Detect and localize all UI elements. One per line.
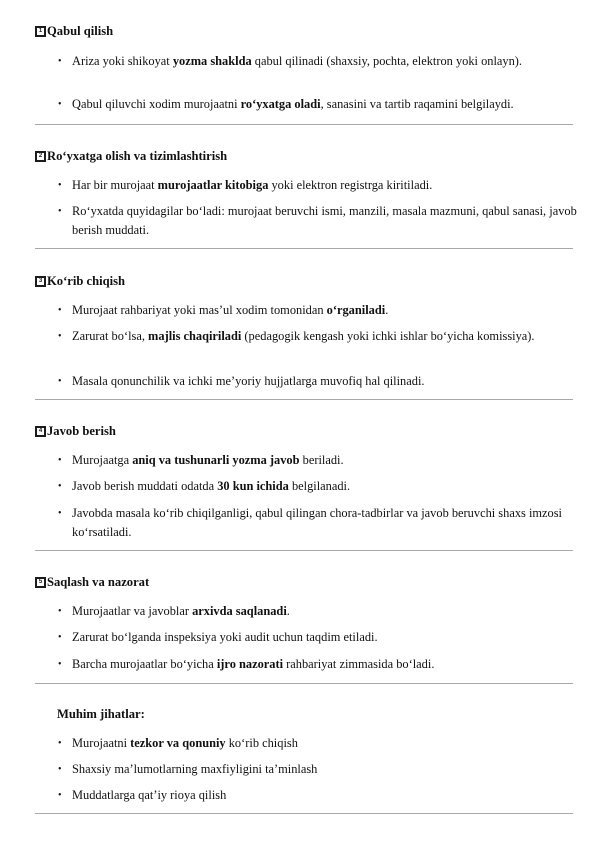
- number-badge-icon: 2: [35, 151, 46, 162]
- section-divider: [35, 248, 573, 249]
- list-item: • Murojaatga aniq va tushunarli yozma javob beriladi.: [72, 451, 580, 470]
- list-item: • Har bir murojaat murojaatlar kitobiga yoki elektron registrga kiritiladi.: [72, 176, 580, 195]
- list-item: • Ariza yoki shikoyat yozma shaklda qabul qilinadi (shaxsiy, pochta, elektron yoki onlayn).: [72, 52, 580, 71]
- section-title: Ro‘yxatga olish va tizimlashtirish: [47, 149, 228, 163]
- list-item: • Qabul qiluvchi xodim murojaatni ro‘yxatga oladi, sanasini va tartib raqamini belgilaydi.: [72, 95, 580, 114]
- section-heading: [57, 707, 145, 722]
- section-title: Ko‘rib chiqish: [47, 274, 126, 288]
- list-item: • Barcha murojaatlar bo‘yicha ijro nazorati rahbariyat zimmasida bo‘ladi.: [72, 655, 580, 674]
- number-badge-icon: 3: [35, 276, 46, 287]
- section-heading: [35, 149, 227, 164]
- section-title: Javob berish: [47, 424, 116, 438]
- list-item: • Murojaatni tezkor va qonuniy ko‘rib chiqish: [72, 734, 580, 753]
- section-title: Qabul qilish: [47, 24, 114, 38]
- section-heading: [35, 24, 113, 39]
- section-divider: [35, 124, 573, 125]
- list-item: • Murojaatlar va javoblar arxivda saqlanadi.: [72, 602, 580, 621]
- list-item: • Muddatlarga qat’iy rioya qilish: [72, 786, 580, 805]
- section-divider: [35, 683, 573, 684]
- list-item: • Shaxsiy ma’lumotlarning maxfiyligini ta’minlash: [72, 760, 580, 779]
- number-badge-icon: 4: [35, 426, 46, 437]
- list-item: • Zarurat bo‘lsa, majlis chaqiriladi (pedagogik kengash yoki ichki ishlar bo‘yicha komissiya).: [72, 327, 580, 346]
- list-item: • Ro‘yxatda quyidagilar bo‘ladi: murojaat beruvchi ismi, manzili, masala mazmuni, qabul sanasi, javob berish muddati.: [72, 202, 580, 240]
- list-item: • Javob berish muddati odatda 30 kun ichida belgilanadi.: [72, 477, 580, 496]
- list-item: • Murojaat rahbariyat yoki mas’ul xodim tomonidan o‘rganiladi.: [72, 301, 580, 320]
- section-divider: [35, 550, 573, 551]
- section-heading: [35, 575, 149, 590]
- number-badge-icon: 1: [35, 26, 46, 37]
- section-heading: [35, 274, 125, 289]
- list-item: • Javobda masala ko‘rib chiqilganligi, qabul qilingan chora-tadbirlar va javob beruvchi shaxs imzosi ko‘rsatiladi.: [72, 504, 580, 542]
- number-badge-icon: 5: [35, 577, 46, 588]
- section-title: Saqlash va nazorat: [47, 575, 150, 589]
- section-heading: [35, 424, 116, 439]
- list-item: • Masala qonunchilik va ichki me’yoriy hujjatlarga muvofiq hal qilinadi.: [72, 372, 580, 391]
- list-item: • Zarurat bo‘lganda inspeksiya yoki audit uchun taqdim etiladi.: [72, 628, 580, 647]
- section-divider: [35, 813, 573, 814]
- section-divider: [35, 399, 573, 400]
- section-title: Muhim jihatlar:: [57, 707, 145, 721]
